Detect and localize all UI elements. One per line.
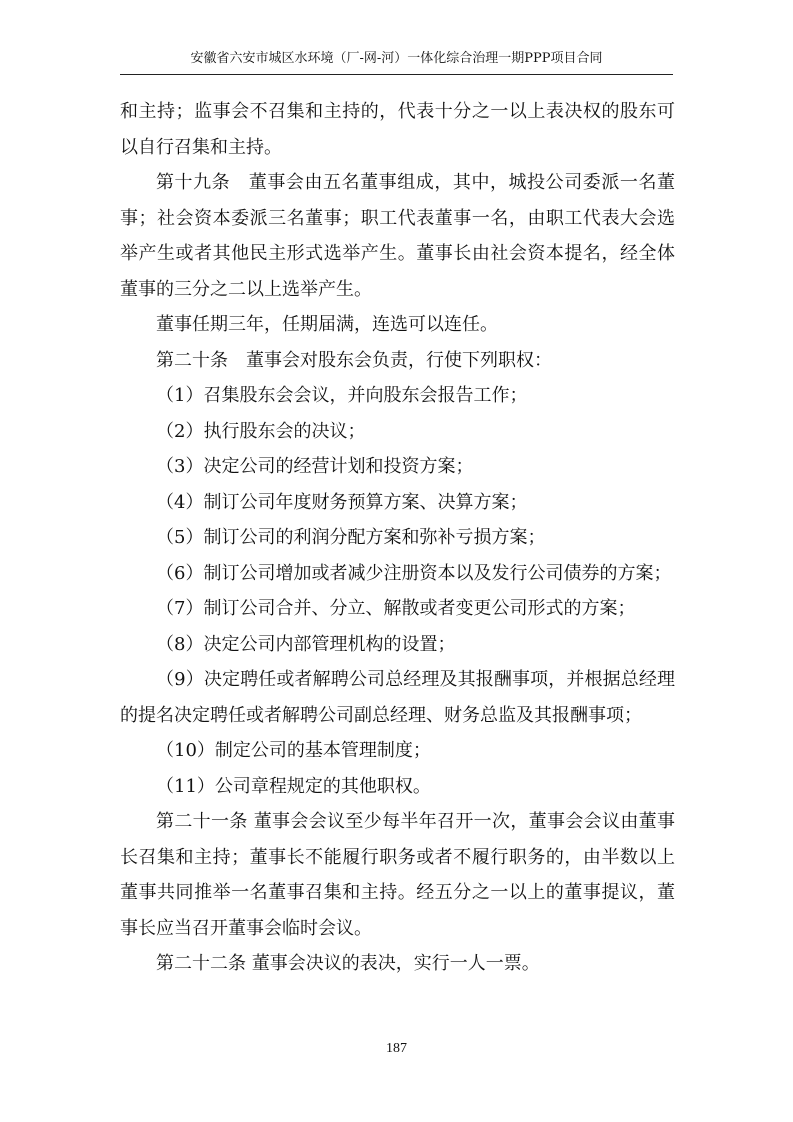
list-item: （9）决定聘任或者解聘公司总经理及其报酬事项，并根据总经理的提名决定聘任或者解聘公司副总经理、财务总监及其报酬事项；: [120, 669, 675, 726]
list-item: （8）决定公司内部管理机构的设置；: [156, 633, 456, 655]
list-item: （4）制订公司年度财务预算方案、决算方案；: [156, 491, 528, 513]
page-number: 187: [386, 1041, 407, 1056]
list-item: （11）公司章程规定的其他职权。: [156, 775, 431, 797]
list-item: （5）制订公司的利润分配方案和弥补亏损方案；: [156, 527, 546, 548]
list-item: （1）召集股东会会议，并向股东会报告工作；: [156, 385, 528, 406]
header-divider: [120, 74, 673, 75]
list-item: （10）制定公司的基本管理制度；: [156, 740, 431, 761]
list-item: （2）执行股东会的决议；: [156, 420, 366, 442]
article-19-paragraph: 第十九条 董事会由五名董事组成，其中，城投公司委派一名董事；社会资本委派三名董事；职工代表董事一名，由职工代表大会选举产生或者其他民主形式选举产生。董事长由社会资本提名，经全体董事的三分之二以上选举产生。: [120, 172, 675, 300]
article-20-paragraph: 第二十条 董事会对股东会负责，行使下列职权：: [156, 349, 552, 371]
paragraph: 董事任期三年，任期届满，连选可以连任。: [156, 314, 498, 335]
paragraph: 和主持；监事会不召集和主持的，代表十分之一以上表决权的股东可以自行召集和主持。: [120, 101, 675, 158]
list-item: （7）制订公司合并、分立、解散或者变更公司形式的方案；: [156, 598, 636, 619]
document-body: [120, 94, 675, 982]
article-22-paragraph: 第二十二条 董事会决议的表决，实行一人一票。: [156, 953, 540, 974]
list-item: （3）决定公司的经营计划和投资方案；: [156, 456, 474, 477]
running-header: 安徽省六安市城区水环境（厂-网-河）一体化综合治理一期PPP项目合同: [190, 51, 603, 66]
list-item: （6）制订公司增加或者减少注册资本以及发行公司债券的方案；: [156, 562, 672, 584]
article-21-paragraph: 第二十一条 董事会会议至少每半年召开一次，董事会会议由董事长召集和主持；董事长不能履行职务或者不履行职务的，由半数以上董事共同推举一名董事召集和主持。经五分之一以上的董事提议，董事长应当召开董事会临时会议。: [120, 811, 675, 939]
